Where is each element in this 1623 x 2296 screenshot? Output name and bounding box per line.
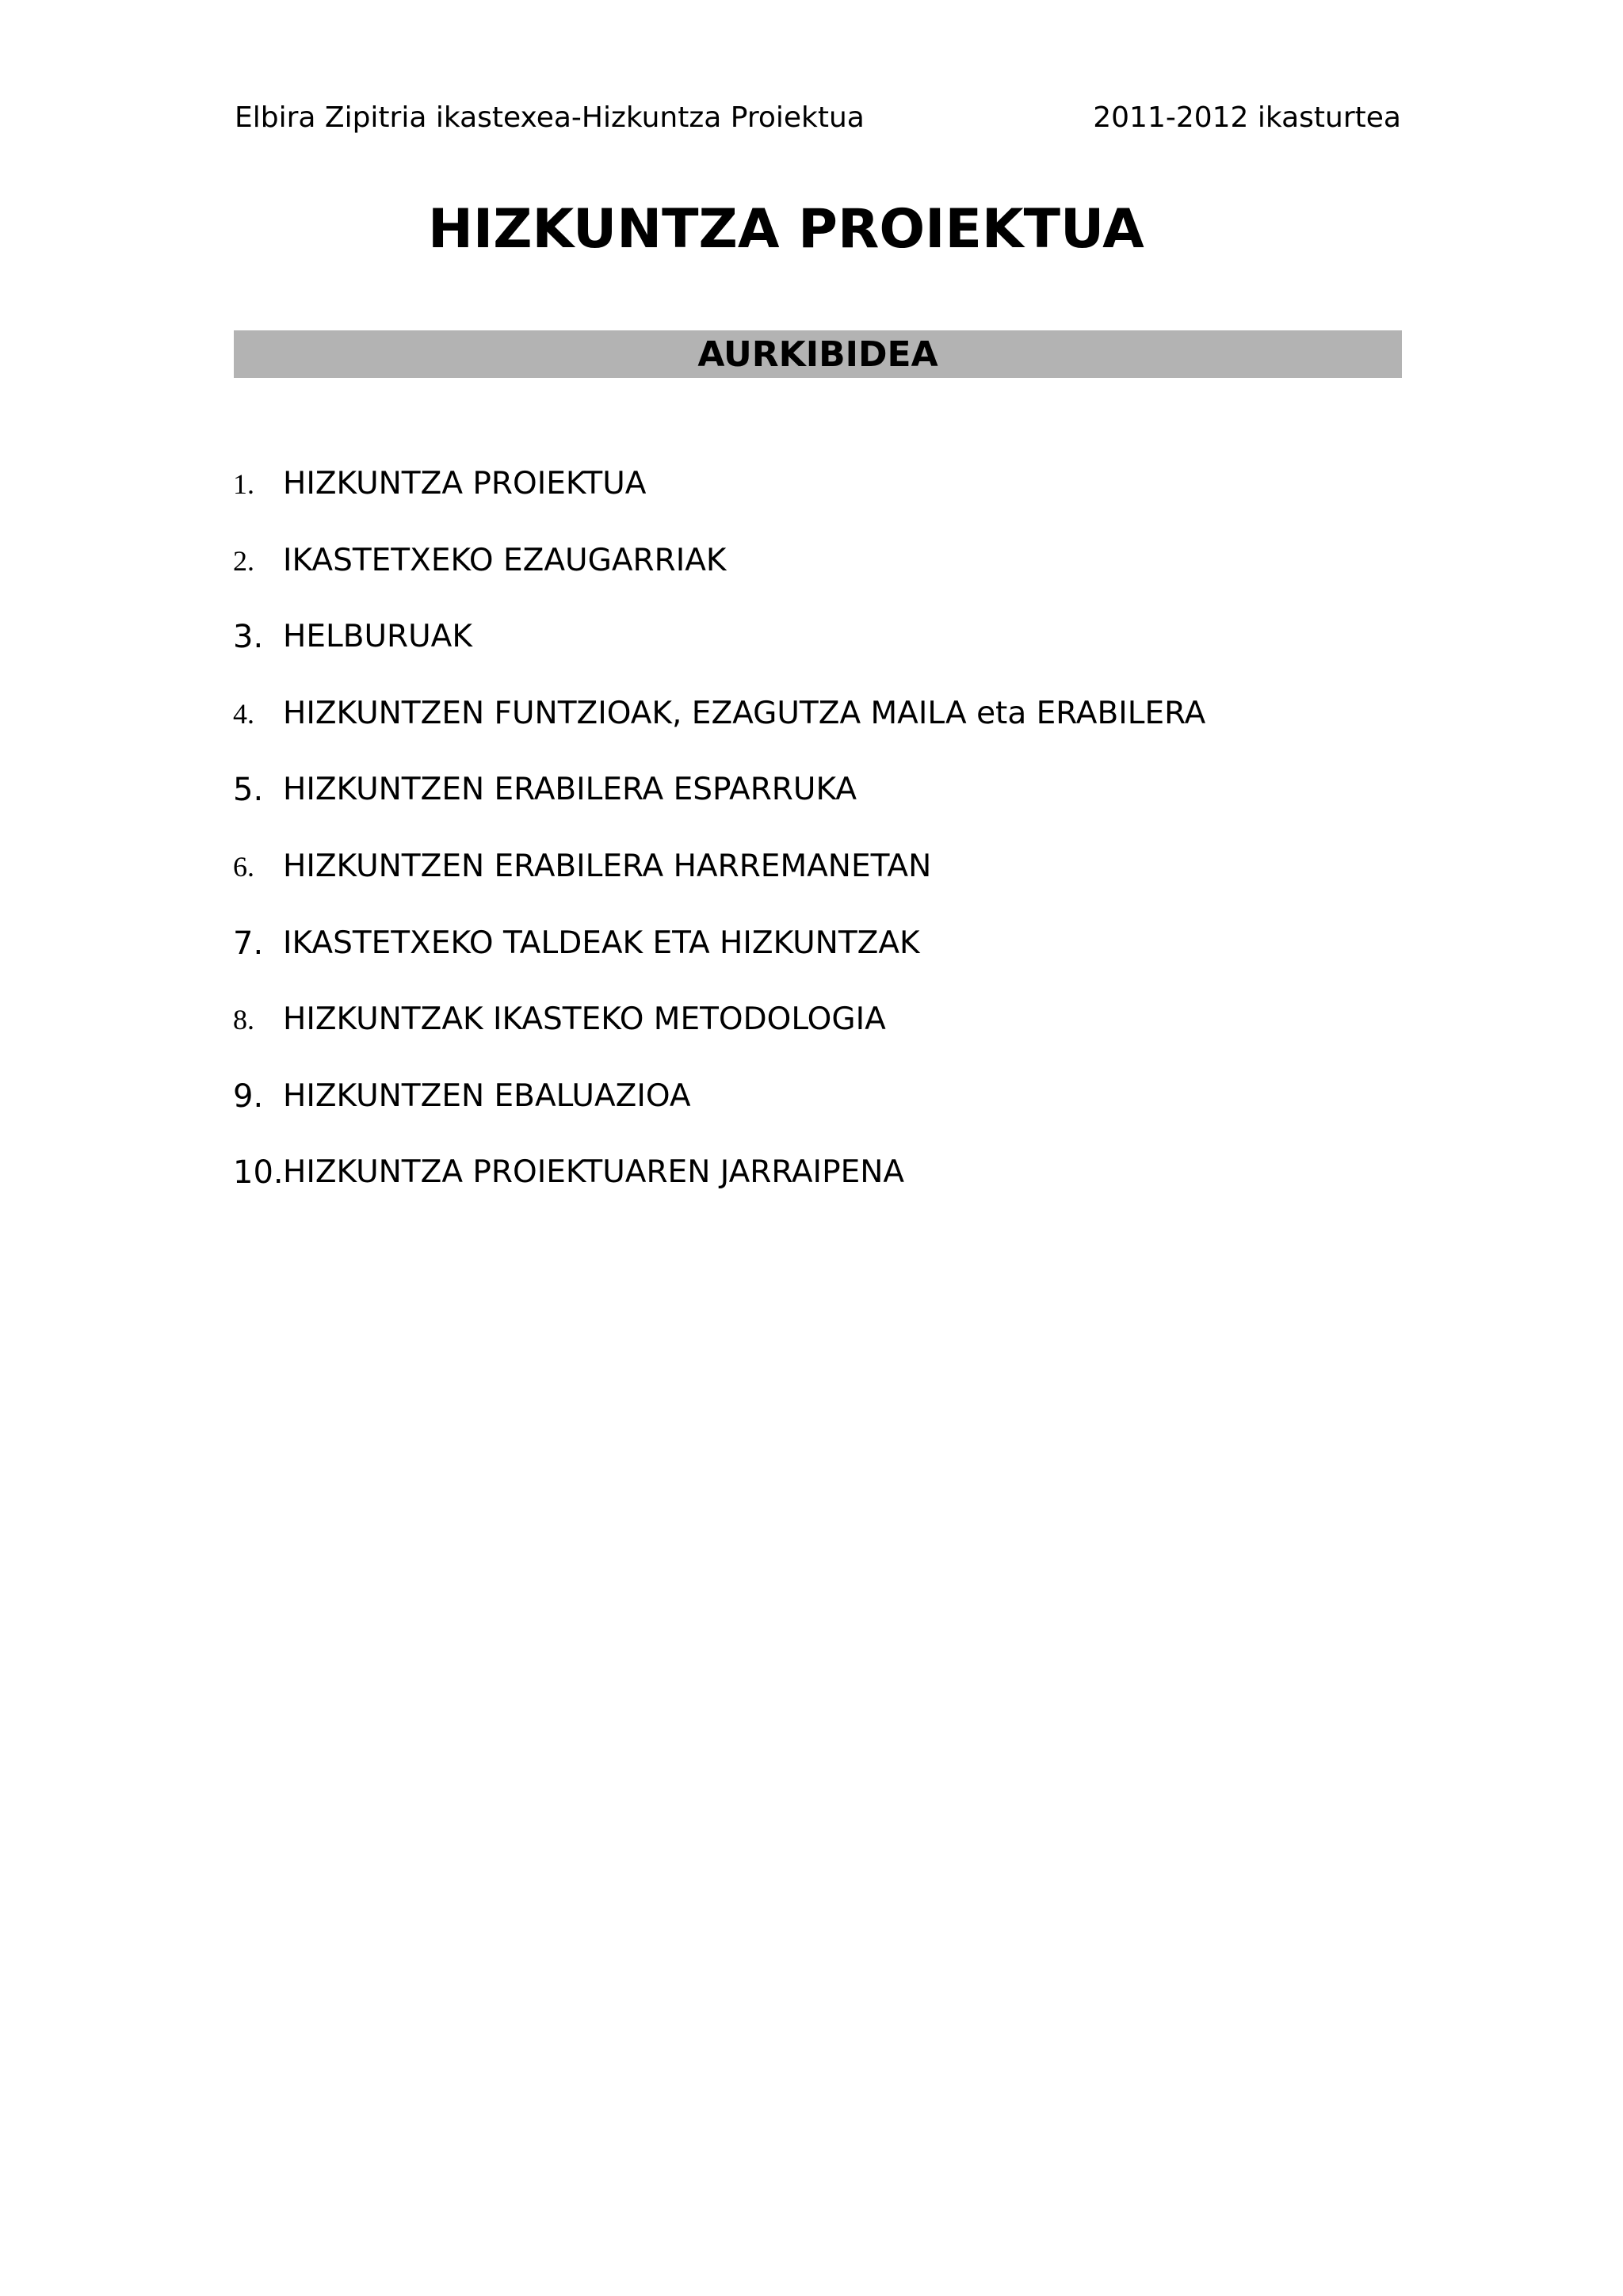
toc-item-number: 4. bbox=[233, 697, 254, 730]
toc-item bbox=[233, 994, 1422, 1070]
toc-item-label: HIZKUNTZEN FUNTZIOAK, EZAGUTZA MAILA eta ERABILERA bbox=[283, 695, 1206, 731]
toc-item-label: IKASTETXEKO EZAUGARRIAK bbox=[283, 542, 727, 578]
toc-item-number: 10. bbox=[233, 1154, 284, 1192]
page-header bbox=[235, 100, 1401, 136]
toc-item-label: HIZKUNTZA PROIEKTUA bbox=[283, 466, 647, 502]
toc-item bbox=[233, 611, 1422, 688]
toc-item-label: HIZKUNTZEN EBALUAZIOA bbox=[283, 1077, 691, 1114]
toc-item bbox=[233, 458, 1422, 535]
toc-heading: AURKIBIDEA bbox=[697, 334, 938, 375]
toc-item-label: HIZKUNTZAK IKASTEKO METODOLOGIA bbox=[283, 1001, 886, 1038]
header-school-project: Elbira Zipitria ikastexea-Hizkuntza Proiektua bbox=[235, 101, 865, 134]
toc-item bbox=[233, 535, 1422, 612]
toc-item-number: 2. bbox=[233, 544, 254, 577]
toc-item bbox=[233, 1070, 1422, 1147]
toc-item bbox=[233, 841, 1422, 917]
document-title: HIZKUNTZA PROIEKTUA bbox=[428, 198, 1144, 261]
toc-item-number: 9. bbox=[233, 1077, 264, 1115]
toc-item-number: 3. bbox=[233, 619, 264, 656]
toc-item-number: 6. bbox=[233, 850, 254, 883]
toc-item-label: HIZKUNTZEN ERABILERA ESPARRUKA bbox=[283, 772, 857, 808]
toc-item-number: 7. bbox=[233, 925, 264, 962]
toc-heading-band bbox=[234, 330, 1402, 378]
toc-item-label: IKASTETXEKO TALDEAK ETA HIZKUNTZAK bbox=[283, 925, 920, 961]
toc-item-label: HELBURUAK bbox=[283, 619, 472, 655]
toc-item-number: 5. bbox=[233, 772, 264, 809]
table-of-contents bbox=[233, 458, 1422, 1223]
toc-item bbox=[233, 1146, 1422, 1223]
toc-item-number: 1. bbox=[233, 468, 254, 500]
toc-item bbox=[233, 764, 1422, 841]
toc-item bbox=[233, 917, 1422, 994]
toc-item bbox=[233, 688, 1422, 765]
toc-item-label: HIZKUNTZEN ERABILERA HARREMANETAN bbox=[283, 848, 932, 884]
toc-item-number: 8. bbox=[233, 1004, 254, 1036]
header-school-year: 2011-2012 ikasturtea bbox=[1093, 101, 1401, 134]
toc-item-label: HIZKUNTZA PROIEKTUAREN JARRAIPENA bbox=[283, 1154, 905, 1191]
